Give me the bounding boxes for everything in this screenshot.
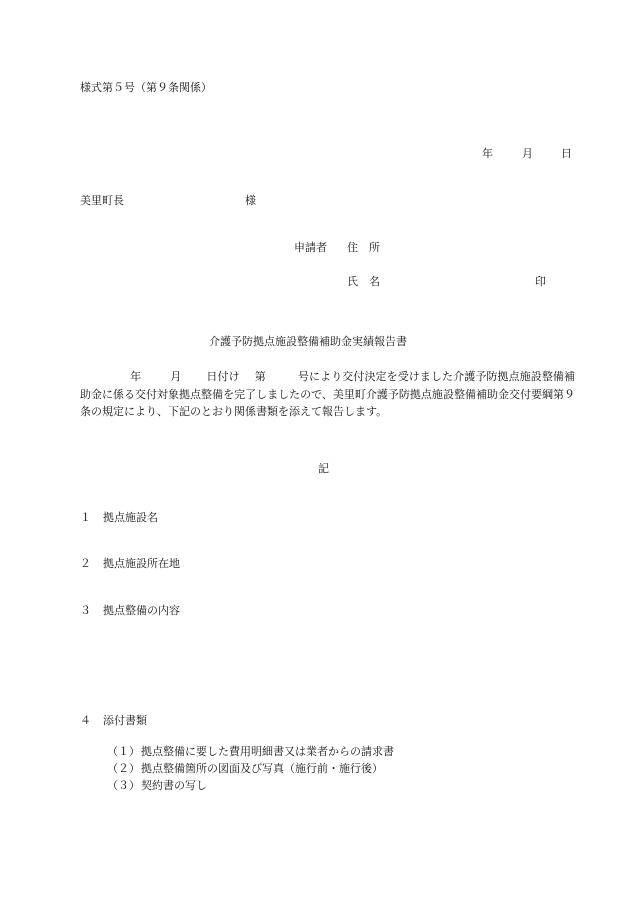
item-number: ４ (80, 714, 91, 727)
body-month-label: 月 (170, 370, 182, 383)
date-year-label: 年 (482, 147, 493, 160)
item-number: １ (80, 511, 91, 524)
attachment-number: （１） (107, 745, 140, 758)
applicant-address-label: 住 所 (347, 241, 380, 254)
body-dated-label: 日付け (206, 370, 240, 383)
attachment-number: （２） (107, 762, 140, 775)
item-label: 拠点整備の内容 (103, 604, 180, 617)
attachment-number: （３） (107, 779, 140, 792)
document-title: 介護予防拠点施設整備補助金実績報告書 (209, 335, 407, 348)
attachment-text: 契約書の写し (141, 779, 207, 792)
body-text: 号により交付決定を受けました介護予防拠点施設整備補助金に係る交付対象拠点整備を完了しましたので、美里町介護予防拠点施設整備補助金交付要綱第９条の規定により、下記のとおり関係書類を添えて報告します。 (80, 370, 576, 418)
item-label: 添付書類 (103, 714, 147, 727)
applicant-name-label: 氏 名 (347, 275, 380, 288)
item-number: ３ (80, 604, 91, 617)
body-number-prefix: 第 (254, 370, 266, 383)
form-number: 様式第５号（第９条関係） (80, 81, 212, 94)
item-number: ２ (80, 557, 91, 570)
addressee-name: 美里町長 (80, 194, 124, 207)
date-month-label: 月 (522, 147, 533, 160)
report-body (80, 368, 575, 421)
addressee-honorific: 様 (245, 194, 256, 207)
attachment-text: 拠点整備に要した費用明細書又は業者からの請求書 (141, 745, 394, 758)
attachment-text: 拠点整備箇所の図面及び写真（施行前・施行後） (141, 762, 383, 775)
ki-heading: 記 (318, 462, 329, 475)
seal-mark: 印 (535, 275, 546, 288)
date-day-label: 日 (561, 147, 572, 160)
body-year-label: 年 (130, 370, 142, 383)
applicant-label: 申請者 (294, 241, 327, 254)
item-label: 拠点施設名 (103, 511, 158, 524)
item-label: 拠点施設所在地 (103, 557, 180, 570)
